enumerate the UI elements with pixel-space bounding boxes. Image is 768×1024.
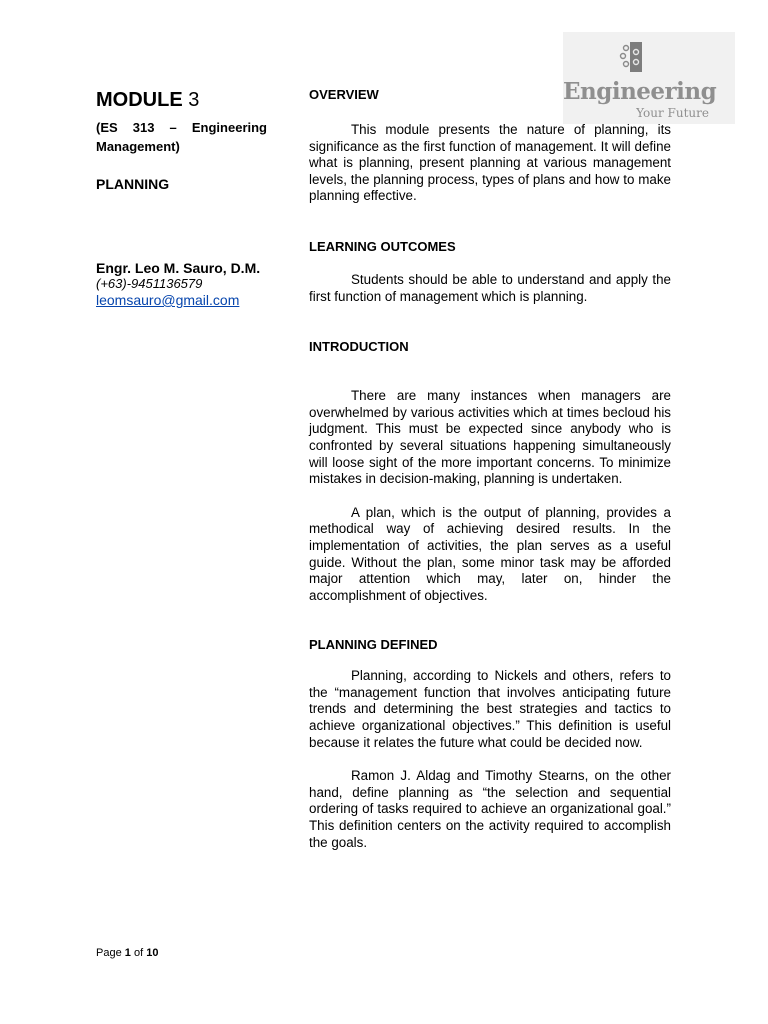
- planning-defined-paragraph-1: Planning, according to Nickels and others, refers to the “management function that involves anticipating future trends and determining the best strategies and tactics to achieve organizational objectives.” This definition is useful because it relates the future what could be decided now.: [309, 668, 671, 750]
- module-topic: PLANNING: [96, 176, 170, 192]
- planning-defined-heading: PLANNING DEFINED: [309, 637, 438, 653]
- author-block: [96, 260, 260, 310]
- outcomes-text: Students should be able to understand and apply the first function of management which is planning.: [309, 271, 671, 304]
- introduction-paragraph-2: A plan, which is the output of planning, provides a methodical way of achieving desired results. In the implementation of activities, the plan serves as a useful guide. Without the plan, some minor task may be afforded major attention which may, later on, hinder the accomplishment of objectives.: [309, 504, 671, 603]
- planning-defined-paragraph-2: Ramon J. Aldag and Timothy Stearns, on the other hand, define planning as “the selection and sequential ordering of tasks required to achieve an organizational goal.” This definition centers on the activity required to accomplish the goals.: [309, 768, 671, 850]
- page-number: [96, 947, 158, 959]
- page-total: 10: [146, 947, 159, 959]
- page-label: Page: [96, 947, 122, 959]
- main-content: [309, 87, 671, 851]
- module-title: [96, 88, 267, 112]
- outcomes-heading: LEARNING OUTCOMES: [309, 238, 456, 254]
- introduction-paragraph-1: There are many instances when managers are overwhelmed by various activities which at times becloud his judgment. This must be expected since anybody who is confronted by several situations happening simultaneously will loose sight of the more important concerns. To minimize mistakes in decision-making, planning is undertaken.: [309, 388, 671, 487]
- author-phone: (+63)-9451136579: [96, 276, 203, 291]
- logo-tagline: Your Future: [636, 106, 709, 120]
- module-number: 3: [188, 89, 200, 111]
- gear-logo-icon: [619, 40, 651, 76]
- overview-text: This module presents the nature of planning, its significance as the first function of management. It will define what is planning, present planning at various management levels, the planning process, types of plans and how to make planning effective.: [309, 122, 671, 204]
- module-sidebar: [96, 88, 267, 192]
- page-of: of: [133, 947, 144, 959]
- logo-word-engineering: Engineering: [563, 78, 717, 105]
- author-email-link[interactable]: leomsauro@gmail.com: [96, 292, 240, 308]
- page-current: 1: [124, 947, 131, 959]
- author-name: Engr. Leo M. Sauro, D.M.: [96, 260, 261, 276]
- overview-heading: OVERVIEW: [309, 87, 379, 102]
- module-label: MODULE: [96, 89, 183, 111]
- introduction-heading: INTRODUCTION: [309, 339, 409, 355]
- course-code: (ES 313 – Engineering Management): [96, 120, 267, 154]
